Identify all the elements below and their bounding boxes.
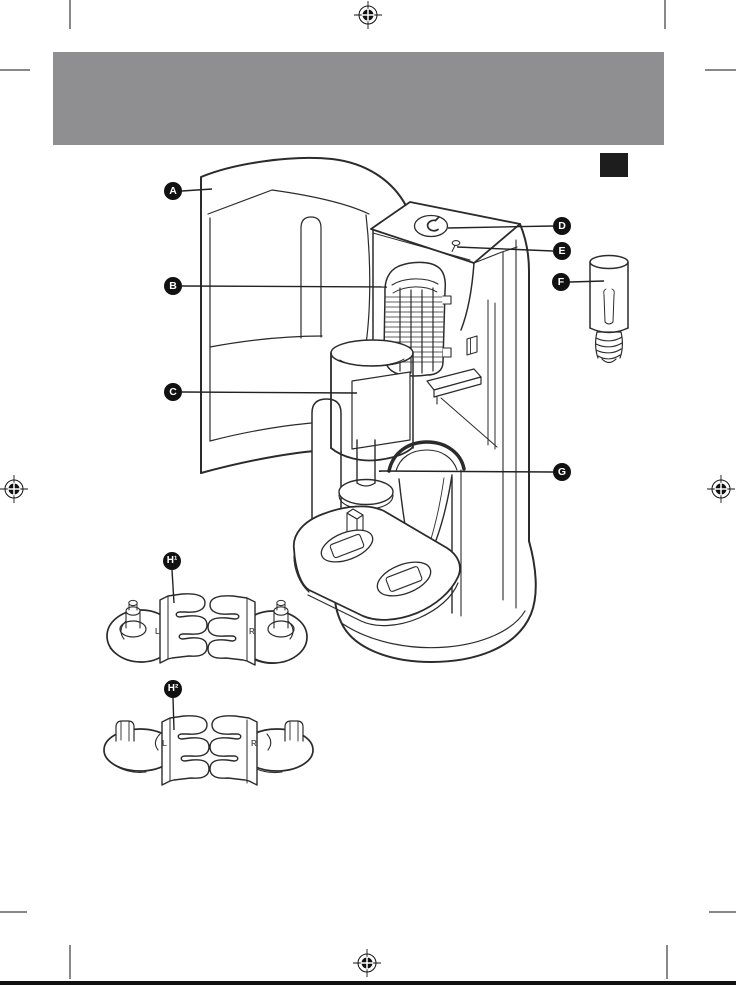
callout-h1: H¹	[163, 552, 181, 570]
registration-mark-top	[354, 1, 382, 29]
registration-mark-right	[707, 475, 735, 503]
clip-set-h1-drawing	[107, 594, 307, 665]
leader-f	[570, 281, 604, 282]
callout-c: C	[164, 383, 182, 401]
leader-a	[182, 189, 212, 191]
leader-h2	[173, 698, 174, 730]
h1-right-mark: R	[249, 627, 255, 636]
callout-e: E	[553, 242, 571, 260]
device-cutaway-drawing	[201, 158, 536, 662]
bulb-drawing	[590, 256, 628, 363]
callout-h2: H²	[164, 680, 182, 698]
indicator-light-drawing	[452, 241, 460, 246]
h2-left-mark: L	[162, 739, 167, 748]
callout-b: B	[164, 277, 182, 295]
registration-mark-bottom	[353, 949, 381, 977]
registration-mark-left	[0, 475, 28, 503]
clip-set-h2-drawing	[104, 716, 313, 785]
h2-right-mark: R	[251, 739, 257, 748]
callout-a: A	[164, 182, 182, 200]
leader-b	[182, 286, 387, 287]
h1-left-mark: L	[155, 627, 160, 636]
power-button-drawing	[415, 216, 448, 237]
spindle-drawing	[339, 440, 393, 509]
callout-d: D	[553, 217, 571, 235]
callout-g: G	[553, 463, 571, 481]
callout-f: F	[552, 273, 570, 291]
leader-g	[379, 471, 553, 472]
